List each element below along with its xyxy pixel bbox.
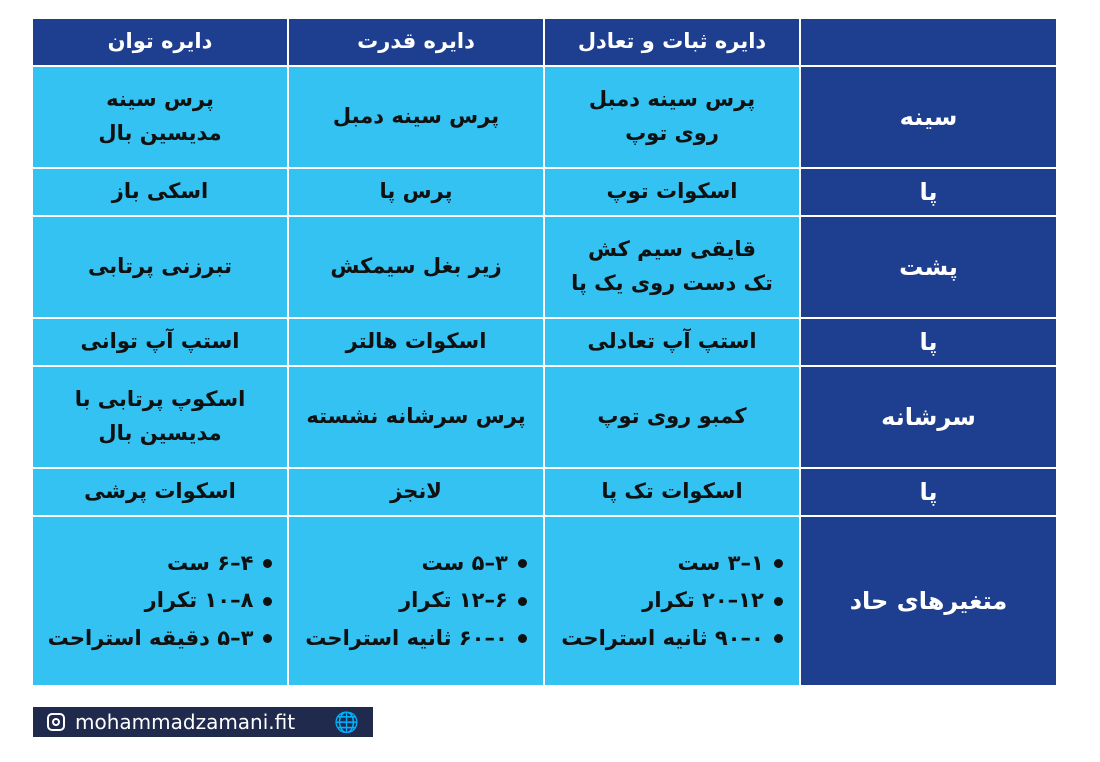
bullet-item <box>167 547 272 581</box>
cell-strength-variables <box>289 517 543 685</box>
cell-line: مدیسین بال <box>98 121 222 145</box>
exercise-table <box>33 19 1058 685</box>
cell-strength <box>289 469 543 515</box>
cell-line: کمبو روی توپ <box>597 404 747 429</box>
row-label: پا <box>801 469 1056 515</box>
bullet-text: ۴–۶ ست <box>167 550 254 575</box>
bullet-text: ۰–۶۰ ثانیه استراحت <box>305 625 508 650</box>
cell-line: لانجز <box>390 479 442 504</box>
cell-strength <box>289 367 543 467</box>
bullet-text: ۰–۹۰ ثانیه استراحت <box>561 625 764 650</box>
cell-line: زیر بغل سیمکش <box>330 254 502 279</box>
row-label: پا <box>801 169 1056 215</box>
cell-strength <box>289 319 543 365</box>
header-stability: دایره ثبات و تعادل <box>545 19 799 65</box>
globe-icon: 🌐 <box>334 710 359 734</box>
cell-line: اسکوات توپ <box>606 179 738 204</box>
cell-power <box>33 469 287 515</box>
cell-line: استپ آپ توانی <box>80 329 240 354</box>
bullet-dot-icon <box>774 634 783 643</box>
bullet-dot-icon <box>774 559 783 568</box>
bullet-dot-icon <box>518 559 527 568</box>
cell-stability <box>545 367 799 467</box>
cell-stability-variables <box>545 517 799 685</box>
bullet-text: ۱۲–۲۰ تکرار <box>642 588 764 613</box>
header-corner <box>801 19 1056 65</box>
bullet-dot-icon <box>774 597 783 606</box>
cell-line: اسکوات هالتر <box>345 329 487 354</box>
cell-stability <box>545 469 799 515</box>
cell-line: اسکوات پرشی <box>84 479 236 504</box>
instagram-icon <box>47 713 65 731</box>
cell-strength <box>289 169 543 215</box>
cell-line: تبرزنی پرتابی <box>88 254 232 279</box>
cell-power <box>33 67 287 167</box>
cell-line: پرس پا <box>379 179 453 204</box>
bullet-list <box>305 547 527 656</box>
cell-line: مدیسین بال <box>98 421 222 445</box>
row-label: پشت <box>801 217 1056 317</box>
row-label: سرشانه <box>801 367 1056 467</box>
bullet-text: ۳–۵ دقیقه استراحت <box>47 625 254 650</box>
social-handle: mohammadzamani.fit <box>75 710 296 734</box>
bullet-item <box>305 622 527 656</box>
cell-strength <box>289 67 543 167</box>
bullet-dot-icon <box>518 597 527 606</box>
bullet-dot-icon <box>263 597 272 606</box>
header-strength: دایره قدرت <box>289 19 543 65</box>
cell-power <box>33 217 287 317</box>
bullet-list <box>48 547 273 656</box>
bullet-item <box>145 584 273 618</box>
bullet-item <box>48 622 273 656</box>
bullet-item <box>561 622 783 656</box>
bullet-item <box>677 547 782 581</box>
cell-power-variables <box>33 517 287 685</box>
cell-line: تک دست روی یک پا <box>571 271 773 295</box>
cell-power <box>33 367 287 467</box>
cell-line: قایقی سیم کش <box>587 237 757 262</box>
cell-line: اسکی باز <box>111 179 209 204</box>
cell-strength <box>289 217 543 317</box>
bullet-dot-icon <box>263 559 272 568</box>
cell-line: پرس سرشانه نشسته <box>306 404 526 429</box>
cell-stability <box>545 169 799 215</box>
cell-power <box>33 319 287 365</box>
cell-stability <box>545 319 799 365</box>
bullet-item <box>399 584 527 618</box>
cell-stability <box>545 67 799 167</box>
cell-line: پرس سینه دمبل <box>588 87 756 112</box>
row-label: پا <box>801 319 1056 365</box>
bullet-list <box>561 547 783 656</box>
bullet-text: ۶–۱۲ تکرار <box>399 588 508 613</box>
bullet-text: ۳–۵ ست <box>421 550 508 575</box>
cell-power <box>33 169 287 215</box>
bullet-item <box>642 584 783 618</box>
cell-line: استپ آپ تعادلی <box>587 329 757 354</box>
header-power: دایره توان <box>33 19 287 65</box>
cell-line: پرس سینه دمبل <box>332 104 500 129</box>
social-footer[interactable] <box>33 707 373 737</box>
cell-stability <box>545 217 799 317</box>
bullet-text: ۱–۳ ست <box>677 550 764 575</box>
bullet-item <box>421 547 526 581</box>
row-label: سینه <box>801 67 1056 167</box>
bullet-dot-icon <box>263 634 272 643</box>
cell-line: اسکوپ پرتابی با <box>74 387 246 412</box>
row-label-variables: متغیرهای حاد <box>801 517 1056 685</box>
cell-line: روی توپ <box>625 121 719 145</box>
cell-line: پرس سینه <box>106 87 214 112</box>
bullet-dot-icon <box>518 634 527 643</box>
cell-line: اسکوات تک پا <box>601 479 743 504</box>
bullet-text: ۸–۱۰ تکرار <box>144 588 254 613</box>
